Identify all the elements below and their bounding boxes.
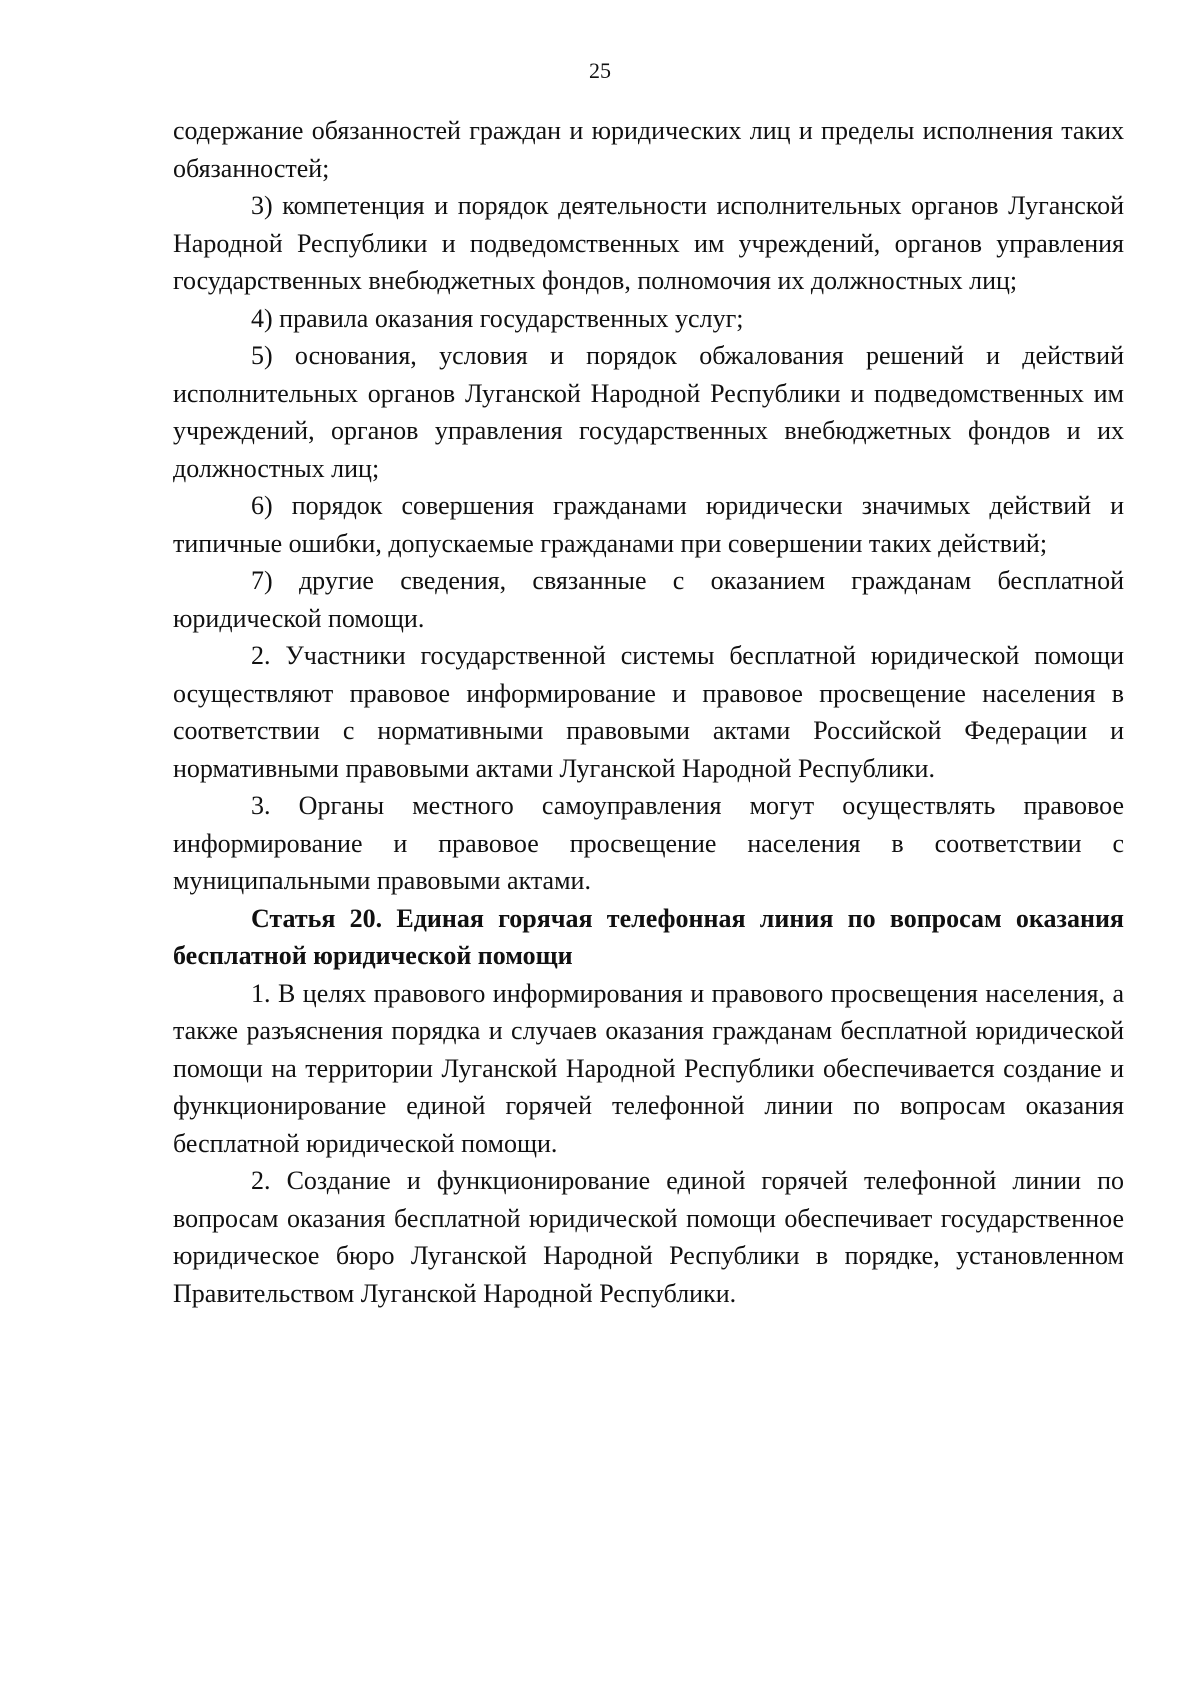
list-item-4: 4) правила оказания государственных услуг;	[251, 303, 744, 333]
page-number: 25	[589, 58, 611, 83]
list-item-5: 5) основания, условия и порядок обжалования решений и действий исполнительных органов Луганской Народной Республики и подведомственных им учреждений, органов управления государственных внебюджетных фондов и их должностных лиц;	[173, 341, 1124, 483]
list-item-7: 7) другие сведения, связанные с оказанием гражданам бесплатной юридической помощи.	[173, 566, 1124, 633]
clause-3: 3. Органы местного самоуправления могут осуществлять правовое информирование и правовое просвещение населения в соответствии с муниципальными правовыми актами.	[173, 791, 1124, 895]
paragraph-continuation: содержание обязанностей граждан и юридических лиц и пределы исполнения таких обязанностей;	[173, 116, 1124, 183]
list-item-6: 6) порядок совершения гражданами юридически значимых действий и типичные ошибки, допускаемые гражданами при совершении таких действий;	[173, 491, 1124, 558]
article-20-clause-2: 2. Создание и функционирование единой горячей телефонной линии по вопросам оказания бесплатной юридической помощи обеспечивает государственное юридическое бюро Луганской Народной Республики в порядке, установленном Правительством Луганской Народной Республики.	[173, 1166, 1124, 1308]
article-20-clause-1: 1. В целях правового информирования и правового просвещения населения, а также разъяснения порядка и случаев оказания гражданам бесплатной юридической помощи на территории Луганской Народной Республики обеспечивается создание и функционирование единой горячей телефонной линии по вопросам оказания бесплатной юридической помощи.	[173, 978, 1124, 1158]
document-body	[173, 112, 1124, 1312]
clause-2: 2. Участники государственной системы бесплатной юридической помощи осуществляют правовое информирование и правовое просвещение населения в соответствии с нормативными правовыми актами Российской Федерации и нормативными правовыми актами Луганской Народной Республики.	[173, 641, 1124, 783]
article-20-heading: Статья 20. Единая горячая телефонная линия по вопросам оказания бесплатной юридической помощи	[173, 903, 1124, 970]
list-item-3: 3) компетенция и порядок деятельности исполнительных органов Луганской Народной Республики и подведомственных им учреждений, органов управления государственных внебюджетных фондов, полномочия их должностных лиц;	[173, 191, 1124, 295]
